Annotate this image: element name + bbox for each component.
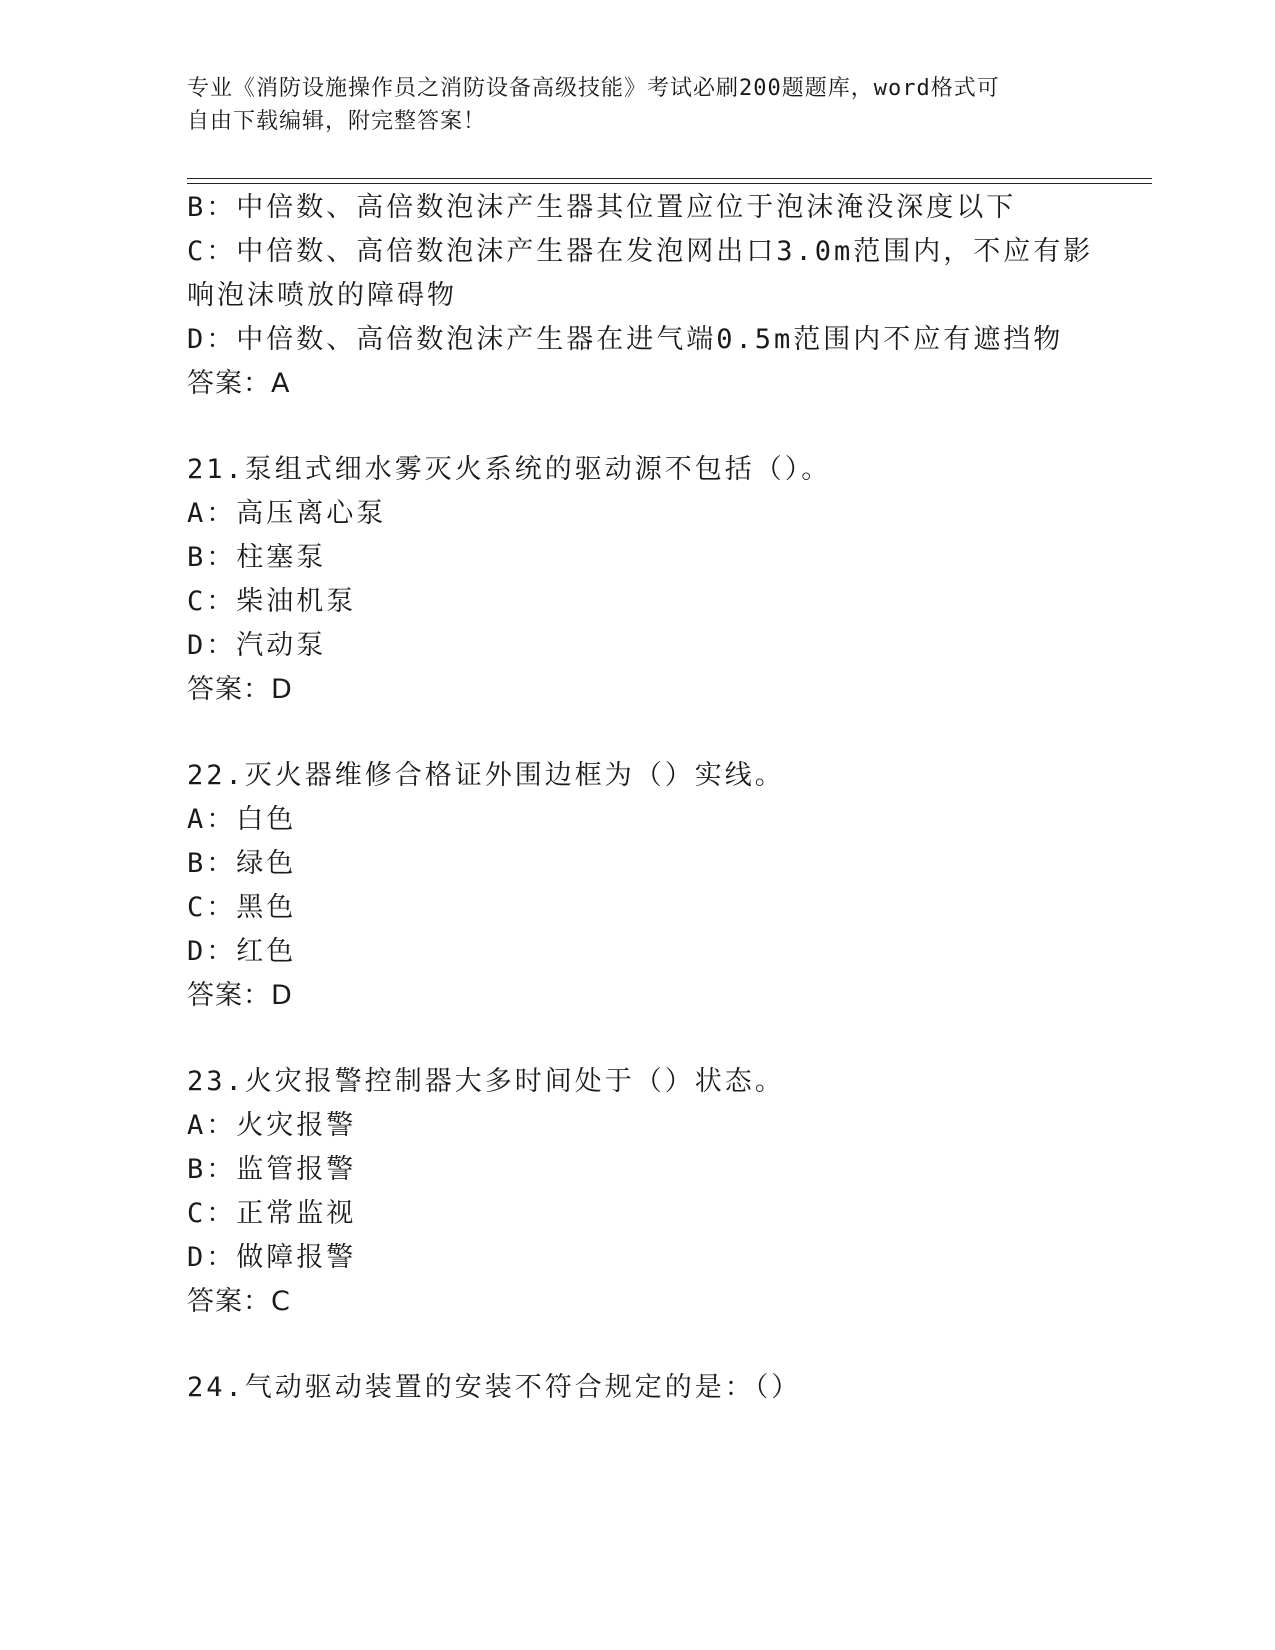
- q20-answer: 答案：A: [187, 368, 291, 399]
- q22-question: 22.灭火器维修合格证外围边框为（）实线。: [187, 760, 785, 791]
- q23-option-b: B：监管报警: [187, 1154, 357, 1185]
- q23-answer: 答案：C: [187, 1286, 291, 1317]
- q21-option-a: A：高压离心泵: [187, 498, 387, 529]
- header-rule-bottom: [187, 183, 1152, 184]
- q23-option-d: D：做障报警: [187, 1242, 357, 1273]
- q23-option-a: A：火灾报警: [187, 1110, 357, 1141]
- q22-option-a: A：白色: [187, 804, 297, 835]
- document-header: [187, 72, 1087, 138]
- q20-option-c: C：中倍数、高倍数泡沫产生器在发泡网出口3.0m范围内，不应有影: [187, 236, 1094, 267]
- q21-option-c: C：柴油机泵: [187, 586, 357, 617]
- q22-option-c: C：黑色: [187, 892, 297, 923]
- q22-answer: 答案：D: [187, 980, 293, 1011]
- q21-option-d: D：汽动泵: [187, 630, 327, 661]
- q22-option-d: D：红色: [187, 936, 297, 967]
- q23-question: 23.火灾报警控制器大多时间处于（）状态。: [187, 1066, 785, 1097]
- q21-question: 21.泵组式细水雾灭火系统的驱动源不包括（）。: [187, 454, 832, 485]
- header-line-1: 专业《消防设施操作员之消防设备高级技能》考试必刷200题题库，word格式可: [187, 76, 1000, 101]
- header-rule-top: [187, 178, 1152, 179]
- q23-option-c: C：正常监视: [187, 1198, 357, 1229]
- q20-option-d: D：中倍数、高倍数泡沫产生器在进气端0.5m范围内不应有遮挡物: [187, 324, 1064, 355]
- q24-question: 24.气动驱动装置的安装不符合规定的是：（）: [187, 1372, 802, 1403]
- header-line-2: 自由下载编辑，附完整答案！: [187, 109, 487, 134]
- q20-option-c-cont: 响泡沫喷放的障碍物: [187, 280, 457, 311]
- q21-option-b: B：柱塞泵: [187, 542, 327, 573]
- q20-option-b: B：中倍数、高倍数泡沫产生器其位置应位于泡沫淹没深度以下: [187, 192, 1017, 223]
- q22-option-b: B：绿色: [187, 848, 297, 879]
- q21-answer: 答案：D: [187, 674, 293, 705]
